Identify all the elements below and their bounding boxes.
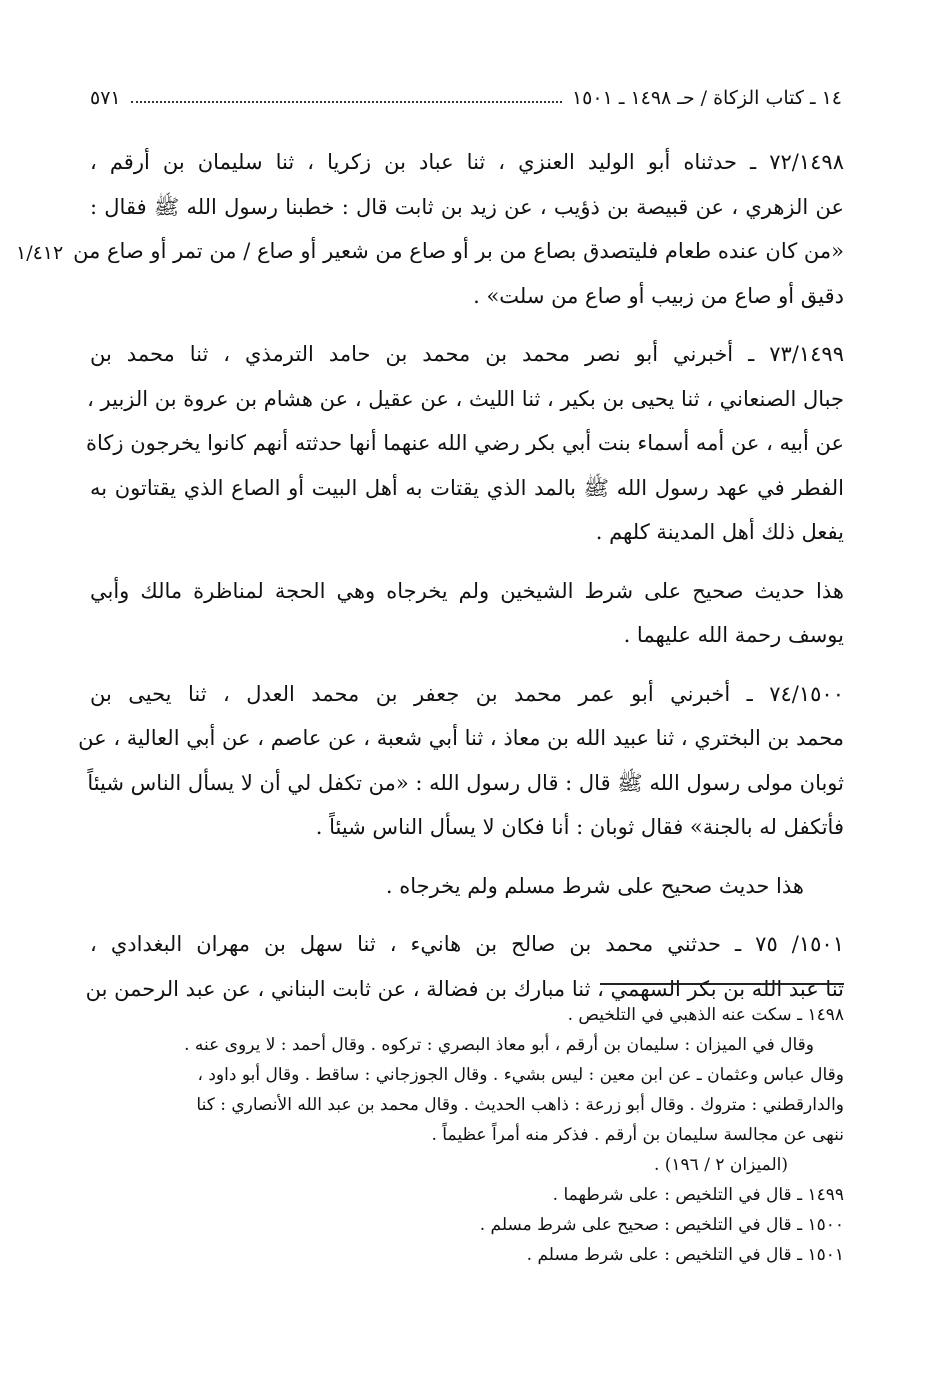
footnote-1500: ١٥٠٠ ـ قال في التلخيص : صحيح على شرط مسلم . [479,1215,844,1235]
running-title: ١٤ ـ كتاب الزكاة / حـ ١٤٩٨ ـ ١٥٠١ [571,87,842,109]
text-line: عن الزهري ، عن قبيصة بن ذؤيب ، عن زيد بن ثابت قال : خطبنا رسول الله ﷺ فقال : [90,194,844,219]
text-line: يفعل ذلك أهل المدينة كلهم . [595,520,844,544]
header-dotted-leader [131,101,562,103]
text-line: ٧٣/١٤٩٩ ـ أخبرني أبو نصر محمد بن محمد بن حامد الترمذي ، ثنا محمد بن [90,342,844,366]
main-text [73,140,844,1025]
text-line: محمد بن البختري ، ثنا عبيد الله بن معاذ ، ثنا أبي شعبة ، عن عاصم ، عن أبي العالية ، عن [78,726,844,750]
footnote-1499: ١٤٩٩ ـ قال في التلخيص : على شرطهما . [552,1185,844,1205]
text-line: ٧٤/١٥٠٠ ـ أخبرني أبو عمر محمد بن جعفر بن محمد العدل ، ثنا يحيى بن [90,681,844,706]
footnote-1501: ١٥٠١ ـ قال في التلخيص : على شرط مسلم . [526,1245,844,1265]
text-line: فأتكفل له بالجنة» فقال ثوبان : أنا فكان لا يسأل الناس شيئاً . [315,815,844,839]
hadith-1500 [78,672,844,850]
text-line: ثوبان مولى رسول الله ﷺ قال : قال رسول الله : «من تكفل لي أن لا يسأل الناس شيئاً [87,770,844,795]
text-line: جبال الصنعاني ، ثنا يحيى بن بكير ، ثنا الليث ، عن عقيل ، عن هشام بن عروة بن الزبير ، [87,386,844,411]
text-line: ١٥٠١/ ٧٥ ـ حدثني محمد بن صالح بن هانيء ، ثنا سهل بن مهران البغدادي ، [90,932,844,956]
text-line: هذا حديث صحيح على شرط مسلم ولم يخرجاه . [385,873,804,898]
hadith-1501 [85,922,844,1011]
footnotes [90,1000,844,1270]
text-line: ثنا عبد الله بن بكر السهمي ، ثنا مبارك بن فضالة ، عن ثابت البناني ، عن عبد الرحمن بن [85,976,844,1001]
hadith-1499-comment [90,569,844,658]
running-header [90,80,842,116]
footnote-1498: ١٤٩٨ ـ سكت عنه الذهبي في التلخيص . [567,1005,844,1025]
footnote-line: والدارقطني : متروك . وقال أبو زرعة : ذاهب الحديث . وقال محمد بن عبد الله الأنصاري : كنا [196,1095,844,1115]
text-line: عن أبيه ، عن أمه أسماء بنت أبي بكر رضي الله عنهما أنها حدثته أنهم كانوا يخرجون زكاة [85,431,844,455]
footnote-line: وقال عباس وعثمان ـ عن ابن معين : ليس بشيء . وقال الجوزجاني : ساقط . وقال أبو داود ، [197,1065,844,1085]
footnote-separator [600,983,844,985]
page-number: ٥٧١ [90,87,121,109]
footnote-line: ننهى عن مجالسة سليمان بن أرقم . فذكر منه أمراً عظيماً . [431,1125,844,1145]
footnote-reference: (الميزان ٢ / ١٩٦) . [653,1155,788,1175]
text-line: الفطر في عهد رسول الله ﷺ بالمد الذي يقتات به أهل البيت أو الصاع الذي يقتاتون به [90,475,844,500]
margin-note: ١/٤١٢ [16,242,64,264]
hadith-1500-comment [90,864,844,909]
hadith-1499 [85,332,844,555]
text-line: هذا حديث صحيح على شرط الشيخين ولم يخرجاه وهي الحجة لمناظرة مالك وأبي [90,578,844,603]
text-line: يوسف رحمة الله عليهما . [623,623,844,647]
text-line: «من كان عنده طعام فليتصدق بصاع من بر أو صاع من شعير أو صاع / من تمر أو صاع من [73,239,844,263]
text-line: ٧٢/١٤٩٨ ـ حدثناه أبو الوليد العنزي ، ثنا عباد بن زكريا ، ثنا سليمان بن أرقم ، [90,150,844,174]
footnote-line: وقال في الميزان : سليمان بن أرقم ، أبو معاذ البصري : تركوه . وقال أحمد : لا يروى عنه . [184,1035,814,1055]
hadith-1498 [73,140,844,318]
text-line: دقيق أو صاع من زبيب أو صاع من سلت» . [473,283,844,308]
